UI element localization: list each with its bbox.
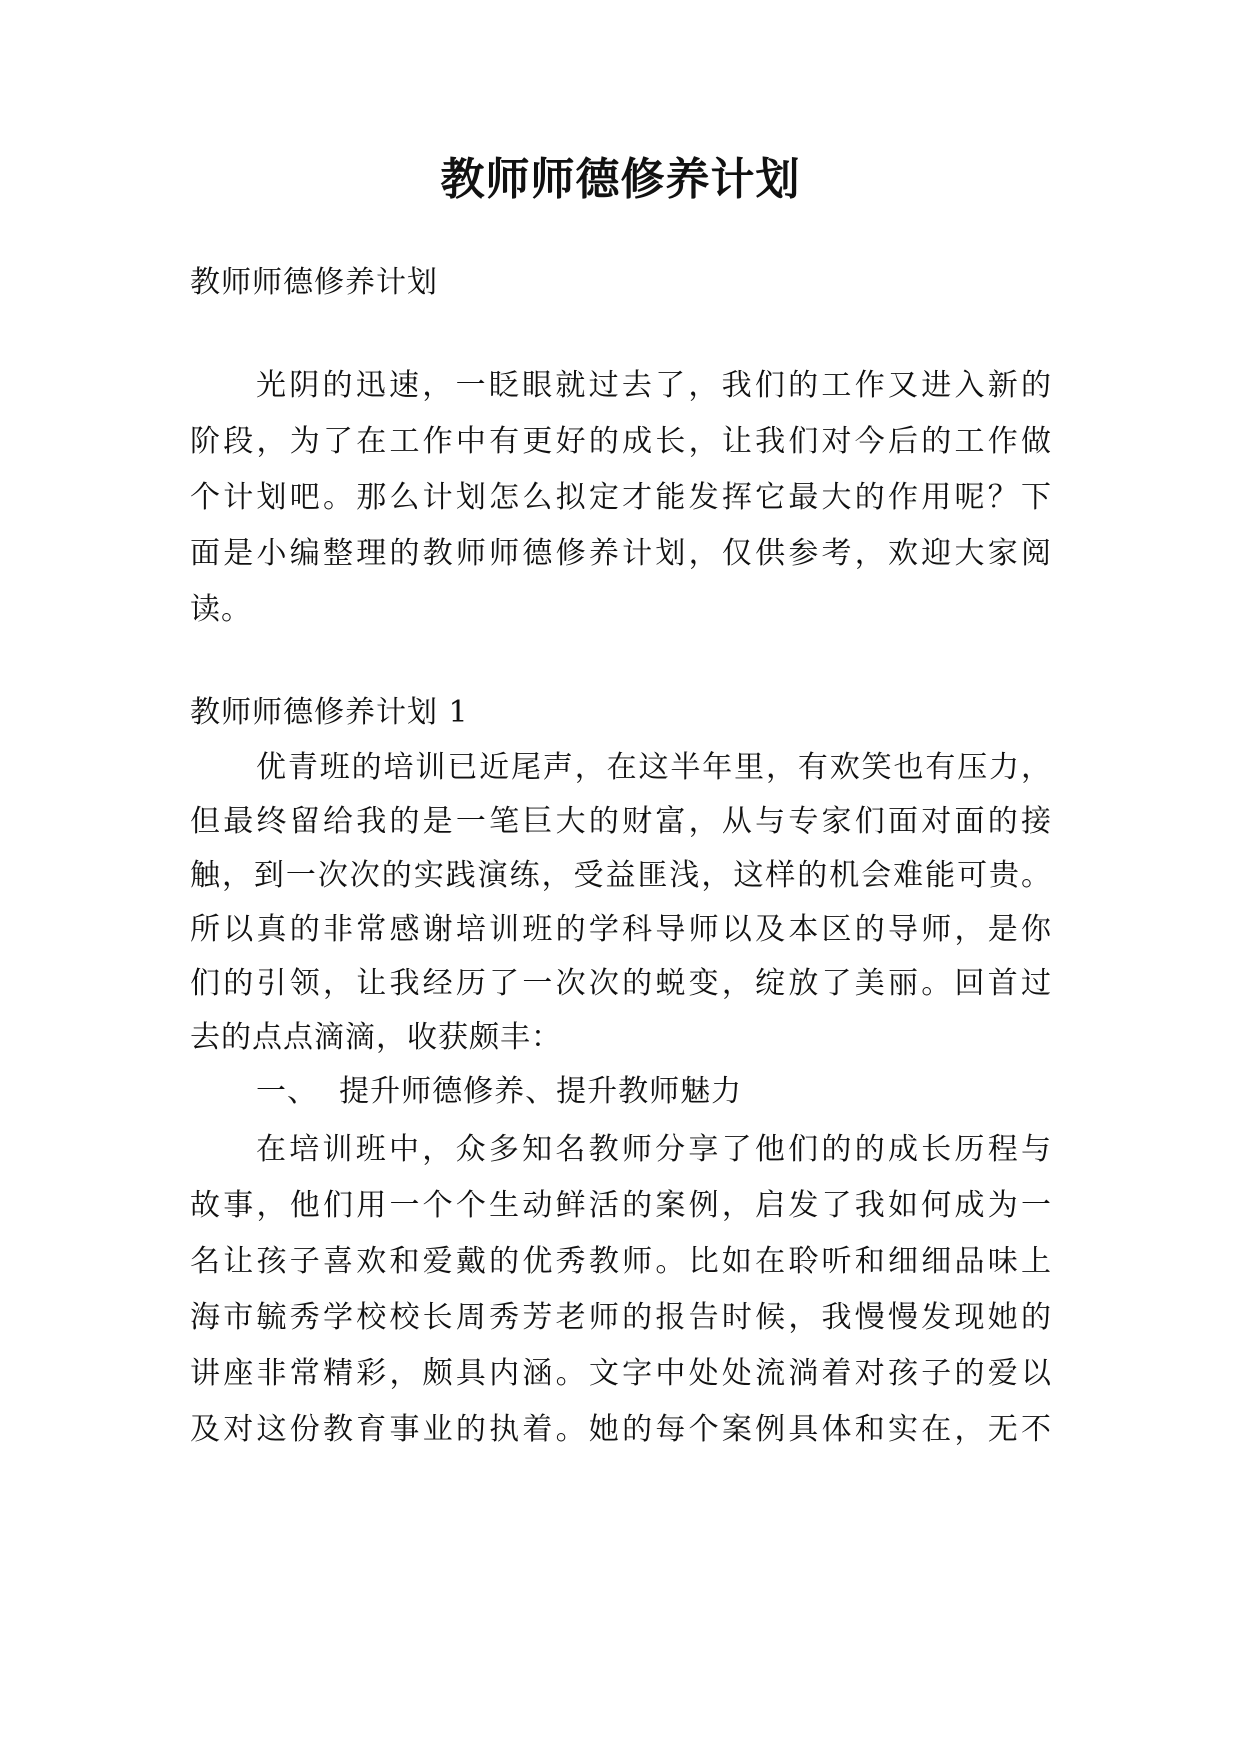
intro-line: 读。 xyxy=(190,592,252,627)
subtitle: 教师师德修养计划 xyxy=(190,265,438,300)
para1-line: 优青班的培训已近尾声，在这半年里，有欢笑也有压力， xyxy=(256,750,1052,785)
intro-line: 面是小编整理的教师师德修养计划，仅供参考，欢迎大家阅 xyxy=(190,536,1052,571)
document-title: 教师师德修养计划 xyxy=(440,154,801,205)
intro-line: 光阴的迅速，一眨眼就过去了，我们的工作又进入新的 xyxy=(256,368,1052,403)
intro-line: 阶段，为了在工作中有更好的成长，让我们对今后的工作做 xyxy=(190,424,1052,459)
intro-line: 个计划吧。那么计划怎么拟定才能发挥它最大的作用呢？下 xyxy=(190,480,1052,515)
para1-line: 所以真的非常感谢培训班的学科导师以及本区的导师，是你 xyxy=(190,912,1052,947)
para1-line: 去的点点滴滴，收获颇丰： xyxy=(190,1020,562,1055)
para2-line: 名让孩子喜欢和爱戴的优秀教师。比如在聆听和细细品味上 xyxy=(190,1244,1052,1279)
para2-line: 在培训班中，众多知名教师分享了他们的的成长历程与 xyxy=(256,1132,1052,1167)
para2-line: 故事，他们用一个个生动鲜活的案例，启发了我如何成为一 xyxy=(190,1188,1052,1223)
section-heading: 教师师德修养计划 1 xyxy=(190,695,469,730)
para1-line: 触，到一次次的实践演练，受益匪浅，这样的机会难能可贵。 xyxy=(190,858,1052,893)
para2-line: 及对这份教育事业的执着。她的每个案例具体和实在，无不 xyxy=(190,1412,1052,1447)
para1-line: 但最终留给我的是一笔巨大的财富，从与专家们面对面的接 xyxy=(190,804,1052,839)
para2-line: 讲座非常精彩，颇具内涵。文字中处处流淌着对孩子的爱以 xyxy=(190,1356,1052,1391)
list-item-heading: 一、 提升师德修养、提升教师魅力 xyxy=(256,1074,743,1109)
para1-line: 们的引领，让我经历了一次次的蜕变，绽放了美丽。回首过 xyxy=(190,966,1052,1001)
para2-line: 海市毓秀学校校长周秀芳老师的报告时候，我慢慢发现她的 xyxy=(190,1300,1052,1335)
